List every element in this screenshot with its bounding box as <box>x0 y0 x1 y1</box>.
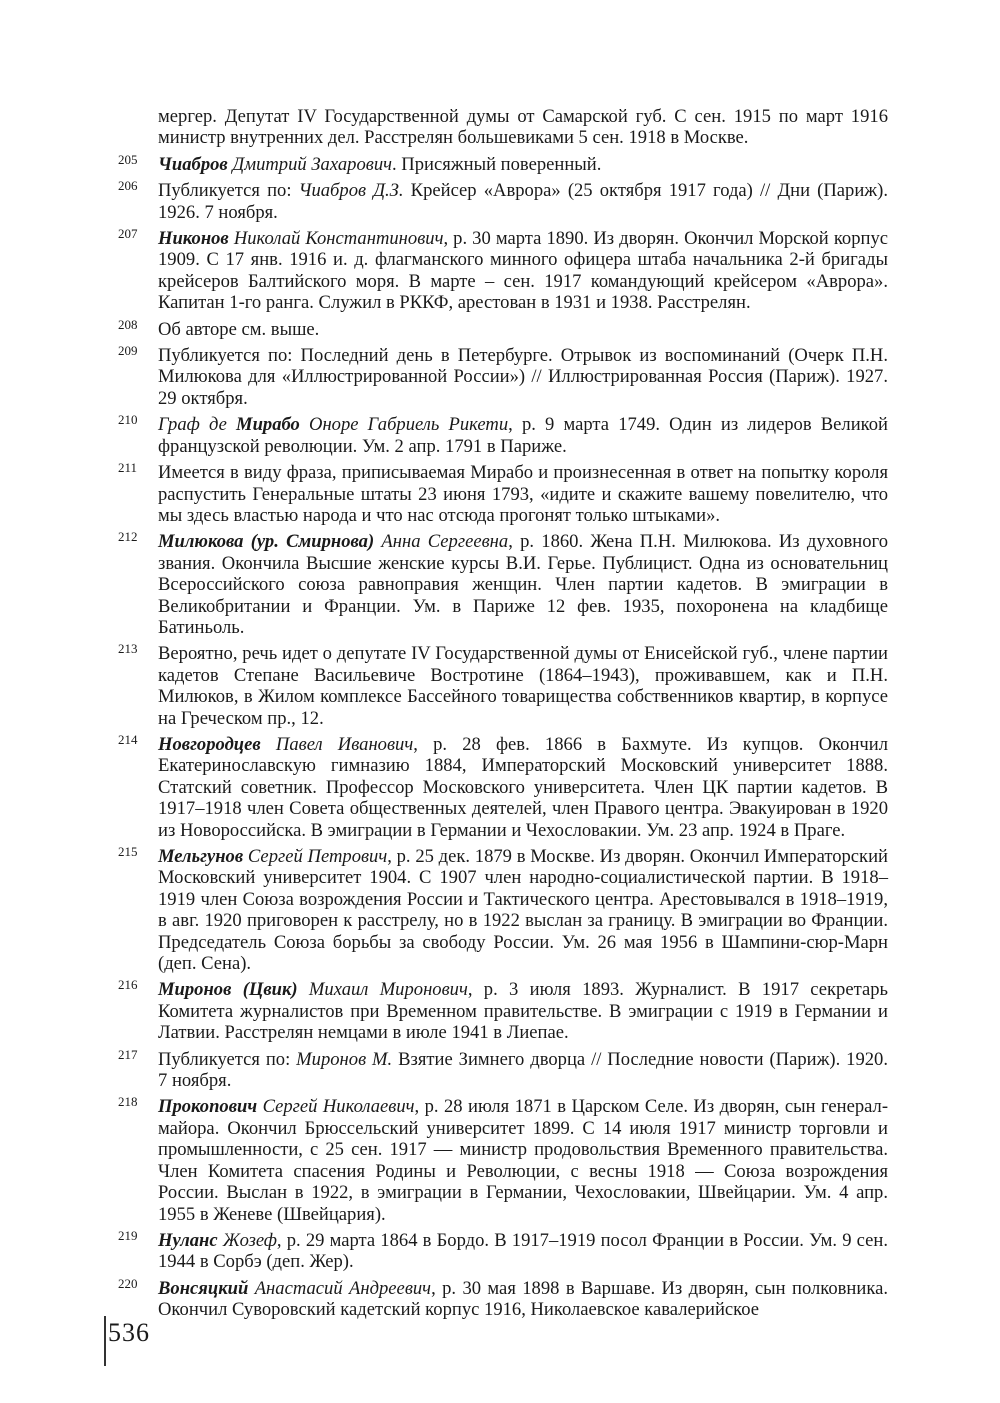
footnote-number: 209 <box>118 343 138 359</box>
footnote <box>118 462 888 526</box>
footnote-number: 220 <box>118 1275 138 1291</box>
footnote-text: . Присяжный поверенный. <box>392 153 602 175</box>
footnote <box>118 1096 888 1224</box>
footnote-number: 206 <box>118 178 138 194</box>
footnote-text: Взятие Зимнего дворца // Последние новости (Париж). 1920. 7 ноября. <box>158 1048 888 1092</box>
footnote <box>118 345 888 409</box>
footnote-text: , р. 28 июля 1871 в Царском Селе. Из дворян, сын генерал-майора. Окончил Брюссельский университет 1899. С 14 июля 1917 министр торговли и промышленности, с 25 сен. 1917 — министр продовольствия Временного правительства. Член Комитета спасения Родины и Революции, с весны 1918 — Союза возрождения России. Выслан в 1922, в эмиграции в Германии, Чехословакии, Швейцарии. Ум. 4 апр. 1955 в Женеве (Швейцария). <box>158 1096 889 1225</box>
footnote-italic: Граф де <box>158 414 237 436</box>
footnote-surname: Новгородцев <box>158 733 261 755</box>
footnote-number: 208 <box>118 316 138 332</box>
footnote-number: 212 <box>118 529 138 545</box>
footnote-italic: Чиабров Д.З. <box>298 180 404 202</box>
footnote-text: Публикуется по: <box>158 1048 297 1070</box>
footnote-text: , р. 30 мая 1898 в Варшаве. Из дворян, сын полковника. Окончил Суворовский кадетский корпус 1916, Николаевское кавалерийское <box>158 1277 888 1321</box>
footnote-number: 218 <box>118 1094 138 1110</box>
footnote <box>118 643 888 729</box>
footnote-italic: Павел Иванович <box>275 733 414 755</box>
footnote-italic: Михаил Миронович <box>308 979 468 1001</box>
footnote-text: , р. 1860. Жена П.Н. Милюкова. Из духовного звания. Окончила Высшие женские курсы В.И. Герье. Публицист. Одна из основательниц Всероссийского союза равноправия женщин. Член партии кадетов. В эмиграции в Великобритании и Франции. Ум. в Париже 12 фев. 1935, похоронена на кладбище Батиньоль. <box>158 531 888 638</box>
footnote-italic: Анна Сергеевна <box>381 531 509 553</box>
footnote-text <box>300 414 309 435</box>
page-number-rule <box>104 1316 106 1366</box>
footnote-text: , р. 29 марта 1864 в Бордо. В 1917–1919 посол Франции в России. Ум. 9 сен. 1944 в Сорбэ (деп. Жер). <box>158 1229 888 1273</box>
page-number: 536 <box>108 1318 150 1347</box>
footnote-text: , р. 30 марта 1890. Из дворян. Окончил Морской корпус 1909. С 17 янв. 1916 и. д. флагманского минного офицера штаба начальника 2-й бригады крейсеров Балтийского моря. В марте – сен. 1917 командующий крейсером «Аврора». Капитан 1-го ранга. Служил в РККФ, арестован в 1931 и 1938. Расстрелян. <box>158 228 889 314</box>
footnote-italic: Оноре Габриель Рикети <box>309 414 509 436</box>
footnote-text: , р. 28 фев. 1866 в Бахмуте. Из купцов. Окончил Екатеринославскую гимназию 1884, Императорский Московский университет 1888. Статский советник. Профессор Московского университета. Член ЦК партии кадетов. В 1917–1918 член Совета общественных деятелей, член Правого центра. Эвакуирован в 1920 из Новороссийска. В эмиграции в Германии и Чехословакии. Ум. 23 апр. 1924 в Праге. <box>158 733 888 841</box>
footnote-italic: Анастасий Андреевич <box>254 1277 432 1299</box>
footnote <box>118 846 888 974</box>
footnote-number: 211 <box>118 460 138 476</box>
footnote-surname: Мирабо <box>236 414 300 436</box>
footnote-surname: Никонов <box>158 228 229 250</box>
footnote <box>118 531 888 638</box>
footnote-text <box>298 979 309 1000</box>
footnotes-list <box>118 106 888 1326</box>
footnote <box>118 180 888 223</box>
footnote-italic: Миронов М. <box>296 1048 393 1070</box>
footnote-number: 219 <box>118 1227 138 1243</box>
footnote-surname: Миронов (Цвик) <box>158 979 298 1001</box>
footnote <box>118 151 888 175</box>
footnote-number: 205 <box>118 151 138 167</box>
footnote <box>118 1046 888 1092</box>
footnote-text: Публикуется по: Последний день в Петербурге. Отрывок из воспоминаний (Очерк П.Н. Милюкова для «Иллюстрированной России») // Иллюстрированная Россия (Париж). 1927. 29 октября. <box>158 345 888 409</box>
footnote-text: Об авторе см. выше. <box>158 318 320 340</box>
footnote <box>118 106 888 149</box>
footnote-text: , р. 3 июля 1893. Журналист. В 1917 секретарь Комитета журналистов при Временном правительстве. В эмиграции с 1919 в Германии и Латвии. Расстрелян немцами в июле 1941 в Лиепае. <box>158 979 888 1044</box>
footnote-text <box>261 734 276 755</box>
footnote <box>118 1275 888 1321</box>
footnote-text: Вероятно, речь идет о депутате IV Государственной думы от Енисейской губ., члене партии кадетов Степане Васильевиче Востротине (1864–1943), проживавшем, как и П.Н. Милюков, в Жилом комплексе Бассейного товарищества собственников квартир, в корпусе на Греческом пр., 12. <box>158 643 888 729</box>
footnote-number: 215 <box>118 844 138 859</box>
footnote-text: , р. 9 марта 1749. Один из лидеров Великой французской революции. Ум. 2 апр. 1791 в Париже. <box>158 414 888 457</box>
footnote-surname: Вонсяцкий <box>158 1277 249 1299</box>
footnote-italic: Дмитрий Захарович <box>232 153 392 175</box>
footnote-surname: Милюкова (ур. Смирнова) <box>158 531 375 553</box>
footnote <box>118 979 888 1043</box>
footnote-number: 207 <box>118 226 138 242</box>
footnote-italic: Николай Константинович <box>233 228 444 250</box>
footnote-number: 217 <box>118 1046 138 1062</box>
footnote-italic: Жозеф <box>222 1229 277 1251</box>
footnote-italic: Сергей Николаевич <box>262 1096 415 1118</box>
footnote-text: мергер. Депутат IV Государственной думы от Самарской губ. С сен. 1915 по март 1916 министр внутренних дел. Расстрелян большевиками 5 сен. 1918 в Москве. <box>158 106 888 149</box>
footnote-surname: Чиабров <box>158 153 228 175</box>
footnote-surname: Прокопович <box>158 1096 258 1118</box>
footnote-surname: Мельгунов <box>158 846 244 867</box>
footnote-italic: Сергей Петрович <box>247 846 388 867</box>
footnote-number: 210 <box>118 412 138 428</box>
footnote-number: 213 <box>118 641 138 657</box>
footnote-text: Имеется в виду фраза, приписываемая Мирабо и произнесенная в ответ на попытку короля распустить Генеральные штаты 23 июня 1793, «идите и скажите вашему повелителю, что мы здесь властью народа и что нас отсюда прогонят только штыками». <box>158 462 888 526</box>
footnote <box>118 414 888 457</box>
footnote <box>118 1227 888 1273</box>
footnote <box>118 228 888 314</box>
footnote-surname: Нуланс <box>158 1229 218 1251</box>
footnote <box>118 731 888 841</box>
footnote-text: , р. 25 дек. 1879 в Москве. Из дворян. Окончил Императорский Московский университет 1904. С 1907 член народно-социалистической партии. В 1918–1919 член Союза возрождения России и Тактического центра. Арестовывался в 1918–1919, в авг. 1920 приговорен к расстрелу, но в 1922 выслан за границу. В эмиграции во Франции. Председатель Союза борьбы за свободу России. Ум. 26 мая 1956 в Шампини-сюр-Марн (деп. Сена). <box>158 846 888 975</box>
footnote-text: Крейсер «Аврора» (25 октября 1917 года) // Дни (Париж). 1926. 7 ноября. <box>158 180 888 223</box>
footnote-number: 214 <box>118 731 138 747</box>
footnote-text: Публикуется по: <box>158 180 299 202</box>
footnote-number: 216 <box>118 977 138 993</box>
footnote <box>118 316 888 340</box>
